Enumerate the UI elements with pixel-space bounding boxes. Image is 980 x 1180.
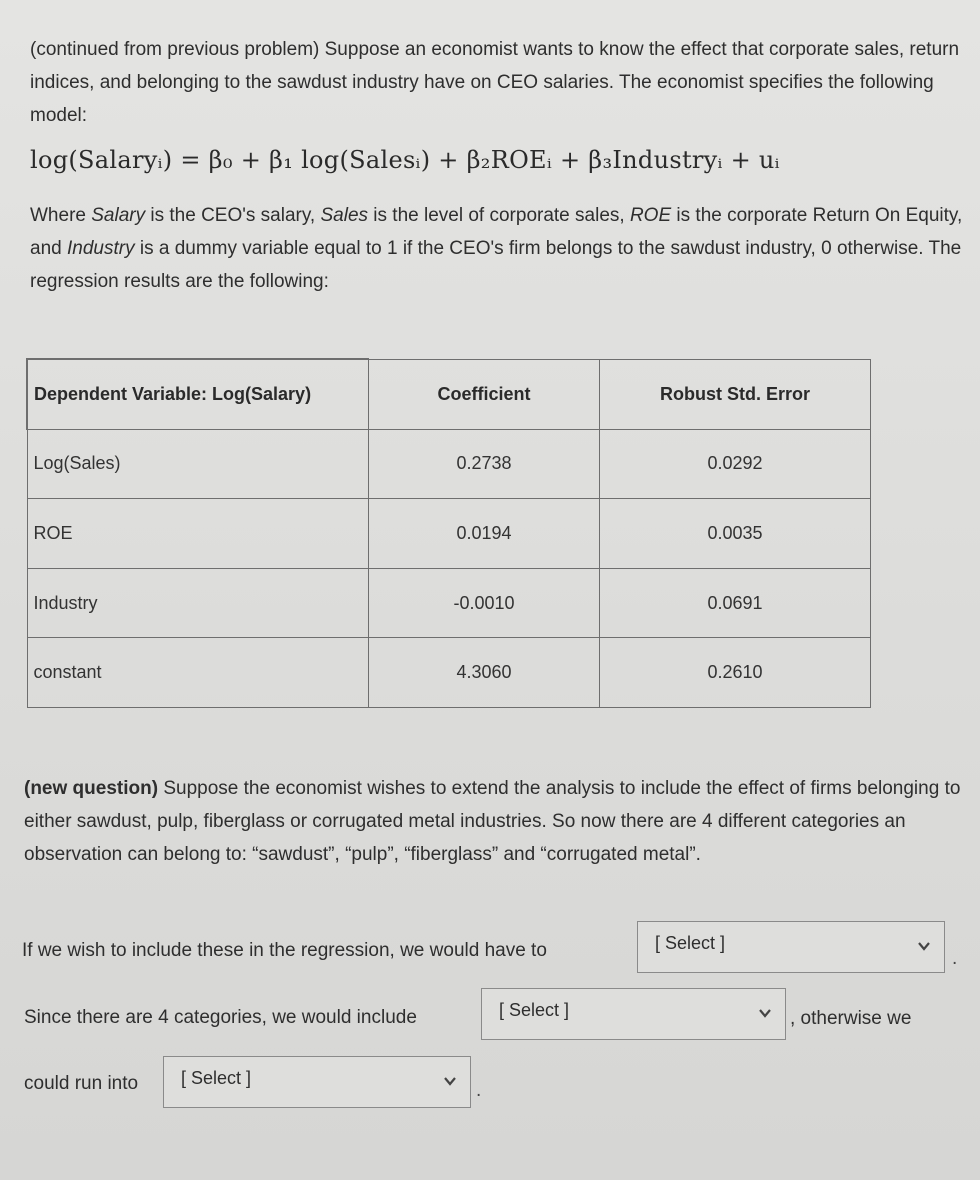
chevron-down-icon <box>759 1007 771 1019</box>
table-row <box>27 568 871 638</box>
row-std-error: 0.0035 <box>600 499 871 569</box>
row-variable: constant <box>27 638 369 708</box>
row-variable: Log(Sales) <box>27 429 369 499</box>
header-coefficient: Coefficient <box>369 359 600 429</box>
row-std-error: 0.0292 <box>600 429 871 499</box>
row-coefficient: 4.3060 <box>369 638 600 708</box>
answer-select-3[interactable] <box>163 1056 471 1108</box>
new-question-text: Suppose the economist wishes to extend the analysis to include the effect of firms belonging to either sawdust, pulp, fiberglass or corrugated metal industries. So now there are 4 different categories an observation can belong to: “sawdust”, “pulp”, “fiberglass” and “corrugated metal”. <box>24 778 961 865</box>
select-3-value: [ Select ] <box>181 1068 252 1088</box>
table-row <box>27 429 871 499</box>
header-dependent-variable: Dependent Variable: Log(Salary) <box>27 359 369 429</box>
answer-select-2[interactable] <box>481 988 786 1040</box>
salary-var: Salary <box>91 205 146 226</box>
regression-table <box>26 358 871 708</box>
question-2-suffix: , otherwise we <box>790 1008 912 1029</box>
question-1-period: . <box>952 948 958 969</box>
model-formula: log(Salaryᵢ) = β₀ + β₁ log(Salesᵢ) + β₂ROEᵢ + β₃Industryᵢ + uᵢ <box>30 146 780 174</box>
question-1-text: If we wish to include these in the regression, we would have to <box>22 940 547 961</box>
row-variable: Industry <box>27 568 369 638</box>
intro-paragraph <box>30 33 965 132</box>
row-coefficient: -0.0010 <box>369 568 600 638</box>
new-question-paragraph <box>24 772 974 871</box>
row-coefficient: 0.2738 <box>369 429 600 499</box>
row-variable: ROE <box>27 499 369 569</box>
question-2-text: Since there are 4 categories, we would include <box>24 1007 417 1028</box>
row-coefficient: 0.0194 <box>369 499 600 569</box>
table-row <box>27 499 871 569</box>
answer-select-1[interactable] <box>637 921 945 973</box>
select-1-value: [ Select ] <box>655 933 726 953</box>
industry-var: Industry <box>66 238 135 259</box>
row-std-error: 0.2610 <box>600 638 871 708</box>
table-header-row <box>27 359 871 429</box>
roe-var: ROE <box>629 205 672 226</box>
chevron-down-icon <box>444 1075 456 1087</box>
intro-prefix: (continued from previous problem) <box>30 39 320 60</box>
select-2-value: [ Select ] <box>499 1000 570 1020</box>
chevron-down-icon <box>918 940 930 952</box>
variable-definitions: Where Salary is the CEO's salary, Sales is the level of corporate sales, ROE is the corporate Return On Equity, and Industry is a dummy variable equal to 1 if the CEO's firm belongs to the sawdust industry, 0 otherwise. The regression results are the following: <box>30 205 963 292</box>
header-robust-se: Robust Std. Error <box>600 359 871 429</box>
question-3-period: . <box>476 1080 482 1101</box>
new-question-prefix: (new question) <box>24 778 159 799</box>
question-3-text: could run into <box>24 1073 139 1094</box>
sales-var: Sales <box>320 205 369 226</box>
intro-text: Suppose an economist wants to know the effect that corporate sales, return indices, and belonging to the sawdust industry have on CEO salaries. The economist specifies the following model: <box>30 39 960 126</box>
row-std-error: 0.0691 <box>600 568 871 638</box>
table-row <box>27 638 871 708</box>
